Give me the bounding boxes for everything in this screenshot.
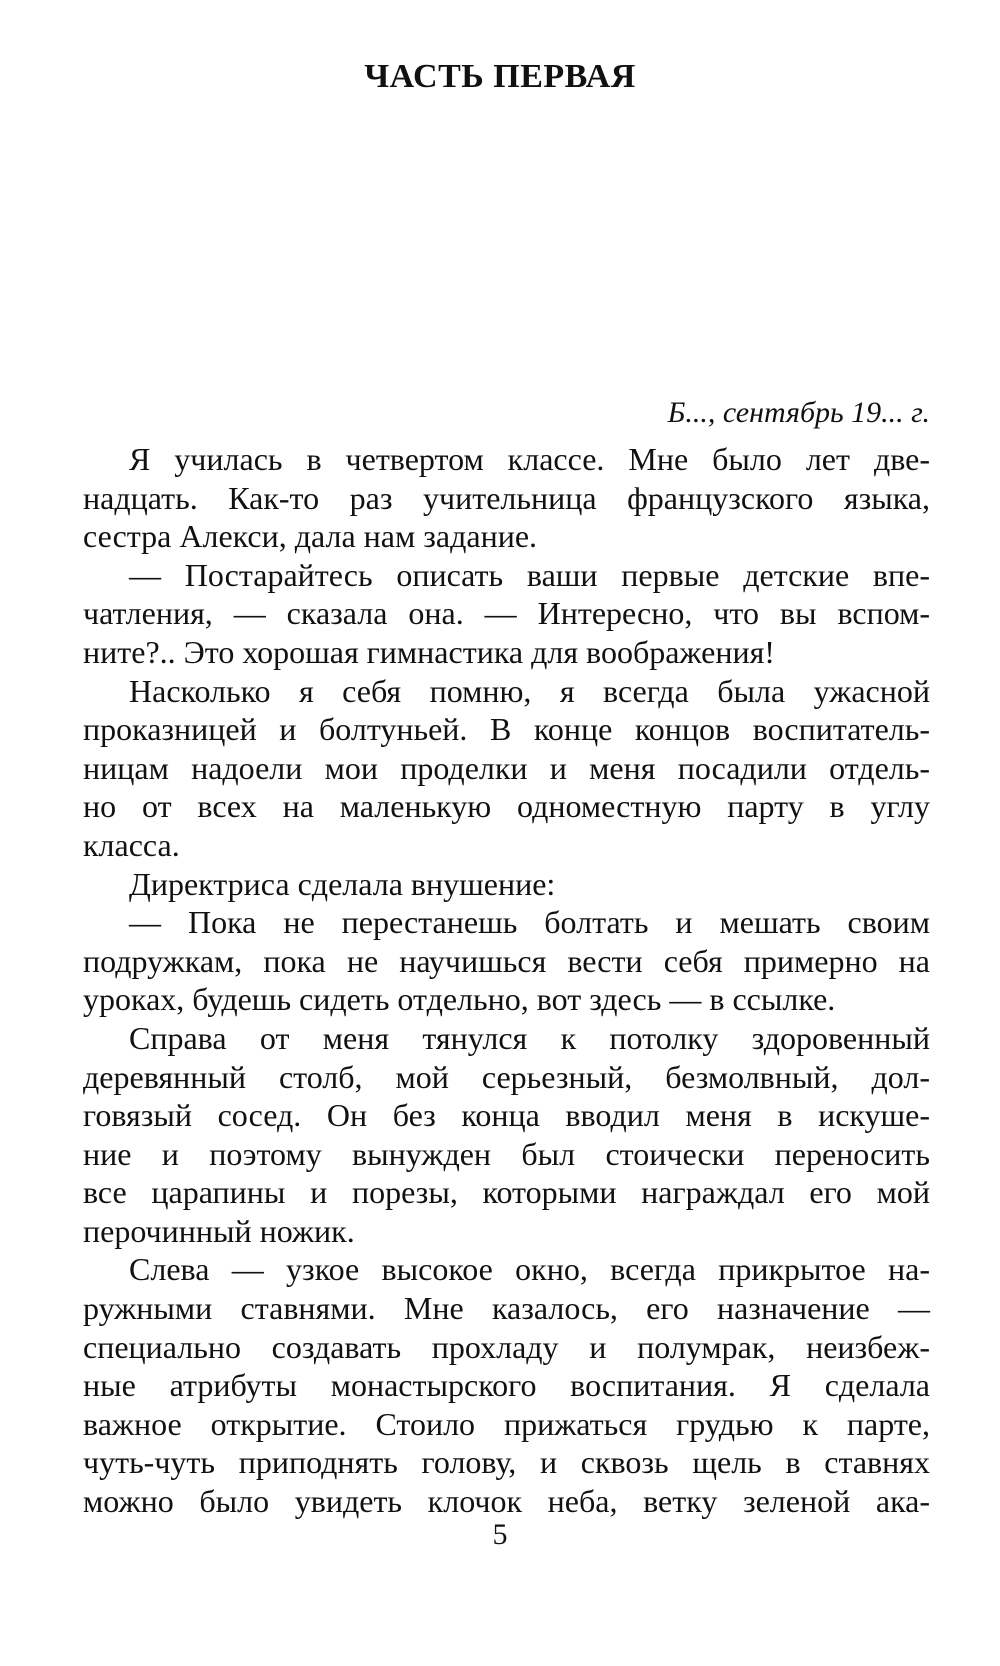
chapter-title: ЧАСТЬ ПЕРВАЯ — [364, 58, 636, 95]
text-line: ние и поэтому вынужден был стоически переносить — [83, 1135, 930, 1172]
text-line: — Постарайтесь описать ваши первые детские впе- — [129, 556, 930, 593]
text-line: ницам надоели мои проделки и меня посадили отдель- — [83, 749, 930, 786]
text-line: проказницей и болтуньей. В конце концов воспитатель- — [83, 711, 930, 748]
text-line: перочинный ножик. — [83, 1212, 355, 1249]
text-line: но от всех на маленькую одноместную парту в углу — [83, 788, 930, 825]
text-line: сестра Алекси, дала нам задание. — [83, 518, 538, 555]
text-line: говязый сосед. Он без конца вводил меня в искуше- — [83, 1097, 930, 1134]
text-line: важное открытие. Стоило прижаться грудью к парте, — [83, 1405, 930, 1442]
text-line: класса. — [83, 826, 180, 863]
text-line: Справа от меня тянулся к потолку здоровенный — [129, 1019, 930, 1056]
text-line: Я училась в четвертом классе. Мне было лет две- — [129, 441, 930, 477]
text-line: ные атрибуты монастырского воспитания. Я сделала — [83, 1367, 930, 1404]
text-line: Директриса сделала внушение: — [129, 865, 556, 902]
body-text — [83, 440, 930, 1521]
text-line: можно было увидеть клочок неба, ветку зеленой ака- — [83, 1483, 930, 1520]
text-line: все царапины и порезы, которыми награждал его мой — [83, 1174, 930, 1211]
text-line: надцать. Как-то раз учительница французского языка, — [83, 479, 930, 516]
text-line: — Пока не перестанешь болтать и мешать своим — [129, 904, 930, 941]
text-line: чатления, — сказала она. — Интересно, что вы вспом- — [83, 595, 930, 632]
text-line: ните?.. Это хорошая гимнастика для воображения! — [83, 633, 775, 670]
text-line: Насколько я себя помню, я всегда была ужасной — [129, 672, 930, 709]
text-line: Слева — узкое высокое окно, всегда прикрытое на- — [129, 1251, 930, 1288]
text-line: чуть-чуть приподнять голову, и сквозь щель в ставнях — [83, 1444, 930, 1481]
text-line: уроках, будешь сидеть отдельно, вот здесь — в ссылке. — [83, 981, 836, 1018]
dateline: Б..., сентябрь 19... г. — [667, 396, 930, 429]
text-line: деревянный столб, мой серьезный, безмолвный, дол- — [83, 1058, 930, 1095]
text-line: ружными ставнями. Мне казалось, его назначение — — [83, 1290, 930, 1327]
text-line: специально создавать прохладу и полумрак, неизбеж- — [83, 1328, 930, 1365]
page-number: 5 — [492, 1518, 508, 1551]
text-line: подружкам, пока не научишься вести себя примерно на — [83, 942, 930, 979]
